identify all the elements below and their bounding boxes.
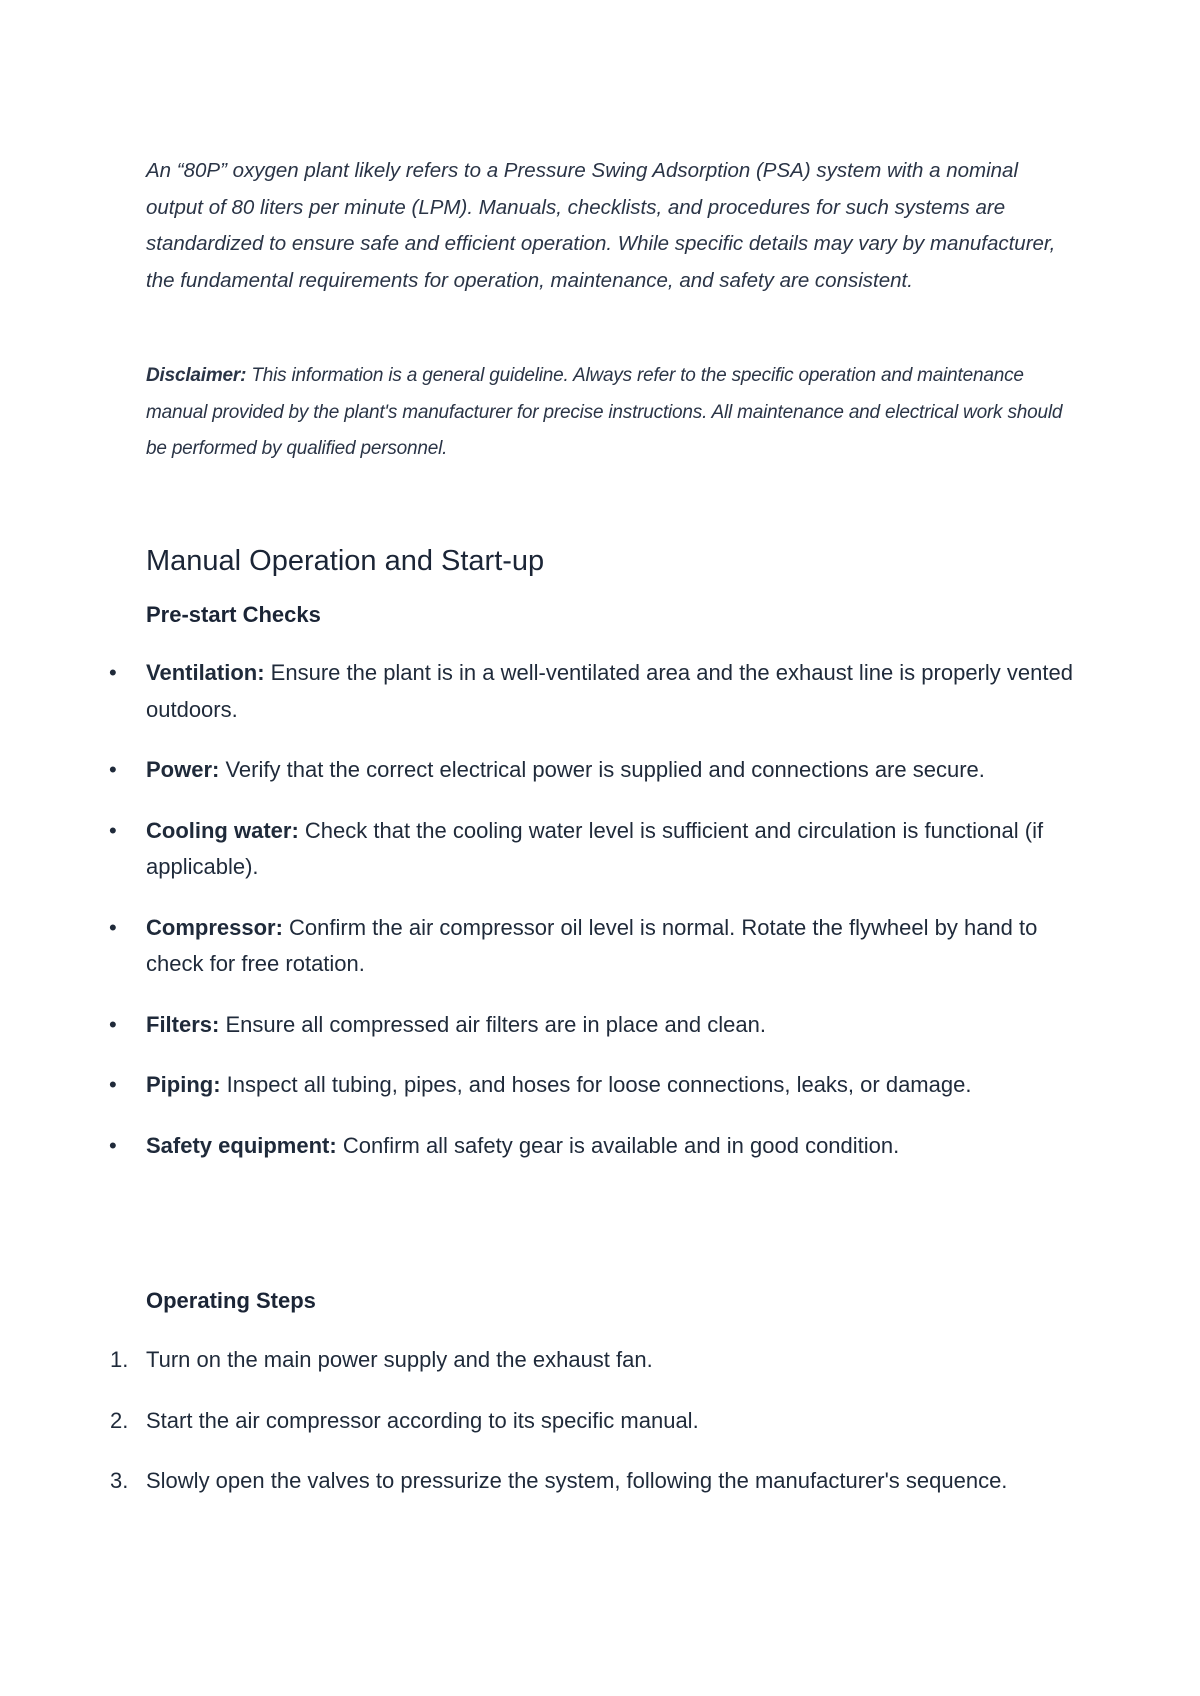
bullet: • xyxy=(109,660,117,685)
check-label: Safety equipment: xyxy=(146,1132,337,1158)
step-number: 3. xyxy=(110,1468,129,1493)
check-item-safety-equipment xyxy=(0,1128,1076,1165)
check-item-ventilation xyxy=(0,655,1076,728)
operating-steps-heading: Operating Steps xyxy=(146,1288,316,1313)
check-text: Check that the cooling water level is sufficient and circulation is functional (if applicable). xyxy=(146,817,1044,879)
operating-steps-list xyxy=(0,1342,1200,1524)
step-item xyxy=(0,1403,1026,1440)
check-text: Ensure all compressed air filters are in place and clean. xyxy=(219,1011,766,1037)
check-text: Inspect all tubing, pipes, and hoses for loose connections, leaks, or damage. xyxy=(220,1072,972,1097)
check-item-piping xyxy=(0,1067,1076,1104)
check-text: Confirm all safety gear is available and in good condition. xyxy=(336,1132,900,1158)
bullet: • xyxy=(109,1132,117,1158)
check-item-filters xyxy=(0,1007,1076,1044)
check-item-power xyxy=(0,752,1076,789)
check-label: Power: xyxy=(146,757,220,782)
bullet: • xyxy=(109,1011,117,1037)
prestart-checklist xyxy=(0,655,1200,1188)
bullet: • xyxy=(109,914,117,940)
bullet: • xyxy=(109,817,117,843)
bullet: • xyxy=(109,1072,117,1097)
step-item xyxy=(0,1463,1026,1500)
step-text: Turn on the main power supply and the exhaust fan. xyxy=(146,1347,653,1372)
prestart-heading: Pre-start Checks xyxy=(146,602,321,627)
check-item-cooling-water xyxy=(0,813,1076,886)
check-item-compressor xyxy=(0,910,1076,983)
check-text: Verify that the correct electrical power is supplied and connections are secure. xyxy=(219,757,985,782)
bullet: • xyxy=(109,757,117,782)
check-label: Ventilation: xyxy=(146,660,265,685)
step-text: Start the air compressor according to its specific manual. xyxy=(146,1407,699,1433)
check-label: Compressor: xyxy=(146,914,283,940)
step-number: 1. xyxy=(110,1347,129,1372)
section-title: Manual Operation and Start-up xyxy=(146,545,545,577)
check-text: Ensure the plant is in a well-ventilated area and the exhaust line is properly vented outdoors. xyxy=(146,660,1073,722)
step-text: Slowly open the valves to pressurize the system, following the manufacturer's sequence. xyxy=(146,1468,1008,1493)
check-label: Cooling water: xyxy=(146,817,299,843)
check-label: Piping: xyxy=(146,1072,221,1097)
check-label: Filters: xyxy=(146,1011,220,1037)
step-item xyxy=(0,1342,1026,1379)
step-number: 2. xyxy=(110,1407,129,1433)
disclaimer-paragraph xyxy=(146,358,1066,468)
check-text: Confirm the air compressor oil level is normal. Rotate the flywheel by hand to check for free rotation. xyxy=(146,914,1038,976)
disclaimer-text: This information is a general guideline. Always refer to the specific operation and maintenance manual provided by the plant's manufacturer for precise instructions. All maintenance and electrical work should be performed by qualified personnel. xyxy=(146,365,1063,459)
intro-paragraph: An “80P” oxygen plant likely refers to a Pressure Swing Adsorption (PSA) system with a nominal output of 80 liters per minute (LPM). Manuals, checklists, and procedures for such systems are standardized to ensure safe and efficient operation. While specific details may vary by manufacturer, the fundamental requirements for operation, maintenance, and safety are consistent. xyxy=(146,159,1056,292)
disclaimer-label: Disclaimer: xyxy=(146,365,247,386)
